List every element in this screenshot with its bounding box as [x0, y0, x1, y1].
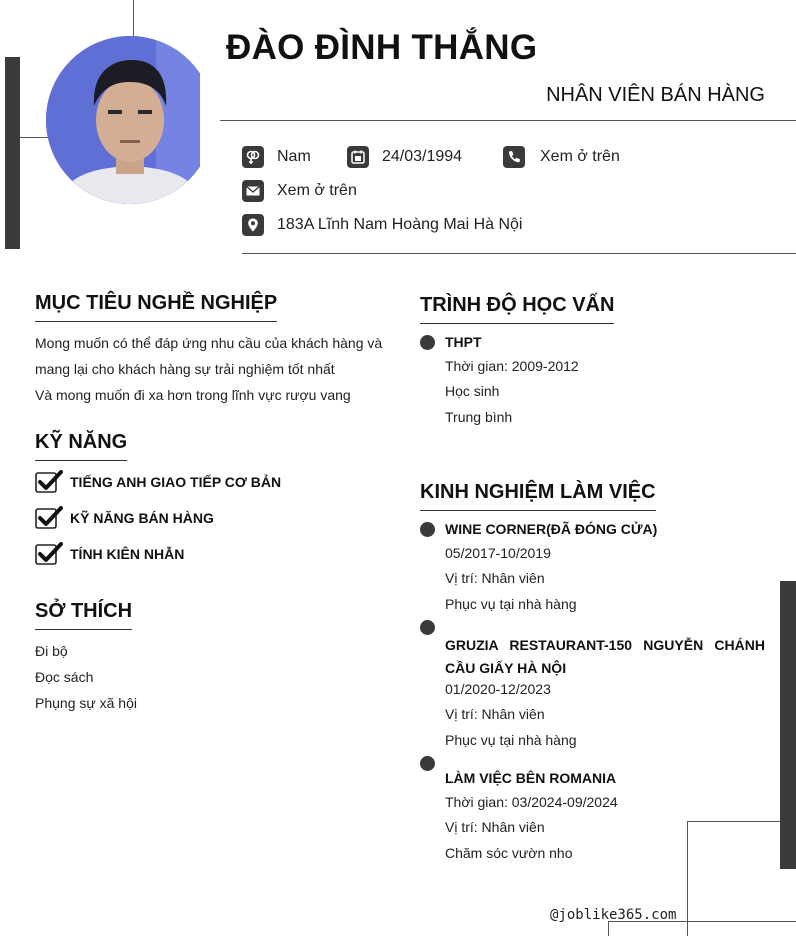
experience-name: GRUZIA RESTAURANT-150 NGUYỄN CHÁNH CẦU GIẤY HÀ NỘI [445, 637, 765, 676]
skill-item [35, 470, 281, 494]
address-info [242, 214, 522, 236]
checkbox-checked-icon [35, 470, 63, 494]
experience-time: 05/2017-10/2019 [445, 545, 551, 561]
education-time: Thời gian: 2009-2012 [445, 358, 579, 374]
timeline-dot [420, 620, 435, 635]
education-title: TRÌNH ĐỘ HỌC VẤN [420, 294, 614, 324]
hobby-item: Đọc sách [35, 669, 94, 685]
hobby-item: Phụng sự xã hội [35, 695, 137, 711]
skill-item [35, 542, 184, 566]
objective-title: MỤC TIÊU NGHỀ NGHIỆP [35, 292, 277, 322]
education-name: THPT [445, 334, 482, 350]
hobby-item: Đi bộ [35, 643, 68, 659]
experience-role: Vị trí: Nhân viên [445, 819, 545, 835]
experience-role: Vị trí: Nhân viên [445, 706, 545, 722]
checkbox-checked-icon [35, 542, 63, 566]
site-watermark: @joblike365.com [550, 907, 677, 923]
corner-frame-top [687, 821, 780, 822]
experience-role: Vị trí: Nhân viên [445, 570, 545, 586]
job-title: NHÂN VIÊN BÁN HÀNG [546, 84, 765, 106]
email-info [242, 180, 357, 202]
photo-crop-mask [200, 30, 220, 210]
experience-title: KINH NGHIỆM LÀM VIỆC [420, 481, 656, 511]
skill-item [35, 506, 214, 530]
timeline-dot [420, 335, 435, 350]
info-divider [242, 253, 796, 254]
experience-detail: Phục vụ tại nhà hàng [445, 732, 577, 748]
birthday-value: 24/03/1994 [382, 148, 463, 165]
skill-label: TÍNH KIÊN NHẪN [70, 546, 185, 562]
skills-title: KỸ NĂNG [35, 431, 127, 461]
phone-icon [503, 146, 525, 168]
corner-frame-left-2 [608, 921, 609, 936]
gender-value: Nam [277, 148, 311, 165]
experience-detail: Phục vụ tại nhà hàng [445, 596, 577, 612]
skill-label: TIẾNG ANH GIAO TIẾP CƠ BẢN [70, 474, 282, 490]
gender-info [242, 146, 311, 168]
left-accent-bar [5, 57, 20, 249]
education-detail: Trung bình [445, 409, 513, 425]
mail-icon [242, 180, 264, 202]
header-divider [216, 120, 796, 121]
experience-time: Thời gian: 03/2024-09/2024 [445, 794, 618, 810]
calendar-icon [347, 146, 369, 168]
objective-line: mang lại cho khách hàng sự trải nghiệm tốt nhất [35, 361, 335, 377]
corner-frame-left [687, 821, 688, 936]
email-value: Xem ở trên [277, 182, 357, 199]
checkbox-checked-icon [35, 506, 63, 530]
location-pin-icon [242, 214, 264, 236]
top-vertical-line [133, 0, 134, 38]
phone-info [503, 146, 620, 168]
left-horizontal-line [20, 137, 48, 138]
education-role: Học sinh [445, 383, 500, 399]
experience-name: WINE CORNER(ĐÃ ĐÓNG CỬA) [445, 521, 658, 537]
timeline-dot [420, 756, 435, 771]
timeline-dot [420, 522, 435, 537]
gender-icon [242, 146, 264, 168]
experience-name: LÀM VIỆC BÊN ROMANIA [445, 770, 617, 786]
objective-line: Mong muốn có thể đáp ứng nhu cầu của khách hàng và [35, 335, 383, 351]
address-value: 183A Lĩnh Nam Hoàng Mai Hà Nội [277, 216, 523, 233]
person-portrait-icon [46, 36, 214, 204]
right-accent-bar [780, 581, 796, 869]
objective-line: Và mong muốn đi xa hơn trong lĩnh vực rượu vang [35, 387, 351, 403]
skill-label: KỸ NĂNG BÁN HÀNG [70, 510, 214, 526]
candidate-name: ĐÀO ĐÌNH THẮNG [226, 28, 538, 67]
hobbies-title: SỞ THÍCH [35, 600, 132, 630]
phone-value: Xem ở trên [540, 148, 620, 165]
birthday-info [347, 146, 462, 168]
experience-detail: Chăm sóc vườn nho [445, 845, 573, 861]
profile-photo [46, 36, 214, 204]
experience-time: 01/2020-12/2023 [445, 681, 551, 697]
